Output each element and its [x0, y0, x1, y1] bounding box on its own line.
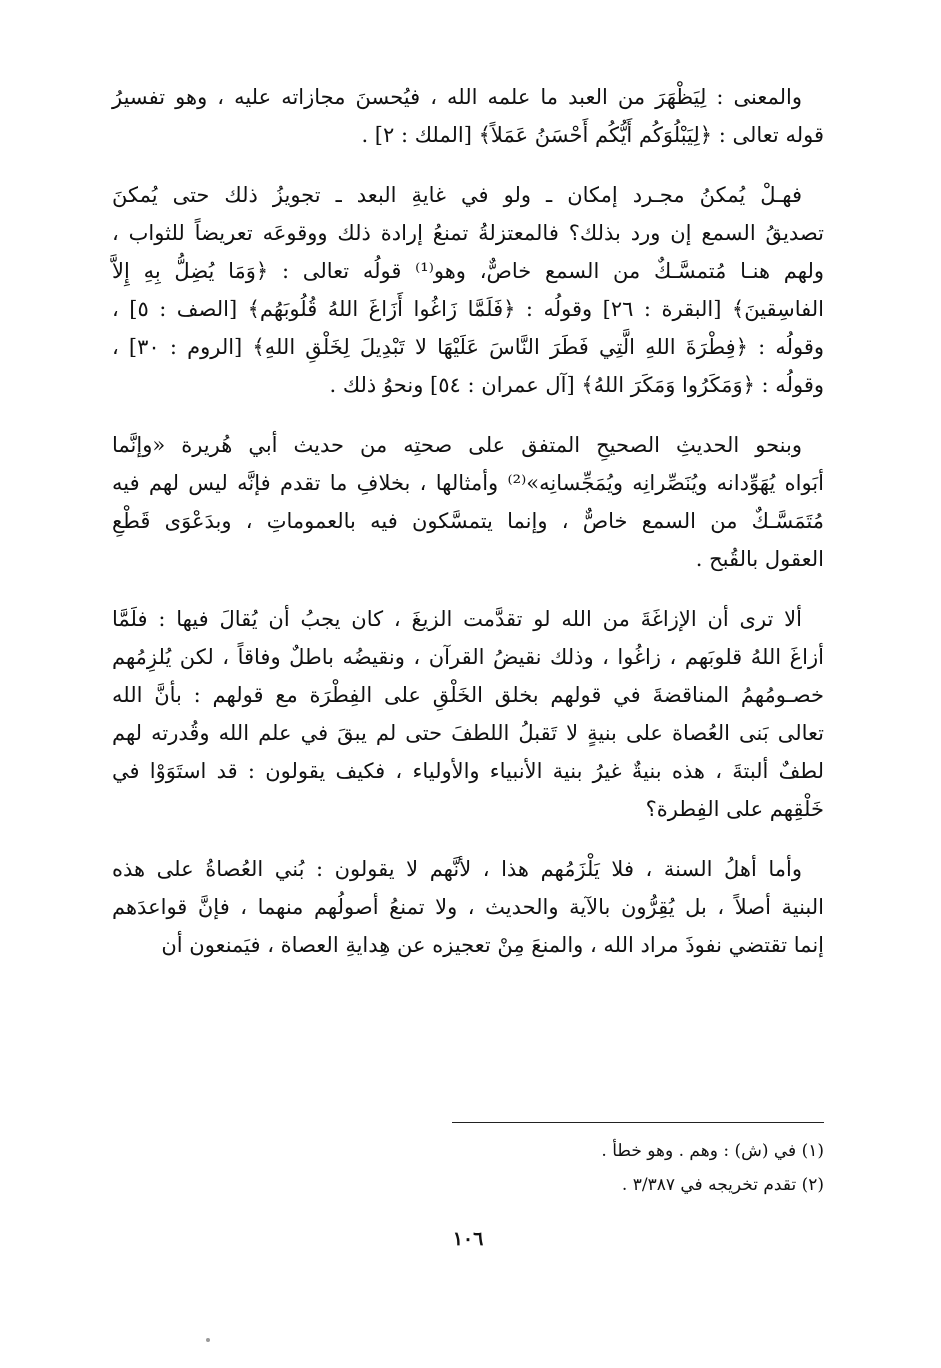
text-line	[112, 290, 824, 328]
text-line	[112, 790, 824, 828]
paragraph	[112, 850, 824, 964]
line-text: فهـلْ يُمكنُ مجـرد إمكان ـ ولو في غايةِ البعد ـ تجويزُ ذلك حتى يُمكنَ	[112, 183, 802, 207]
line-text: تعالى بَنى العُصاة على بنيةٍ لا تَقبلُ اللطفَ حتى لم يبقَ في علم الله وقُدرته لهم	[112, 721, 824, 745]
footnote-1: (١) في (ش) : وهم . وهو خطأ .	[601, 1141, 824, 1161]
text-line	[112, 328, 824, 366]
text-line	[112, 638, 824, 676]
text-line	[112, 540, 824, 578]
line-text: لطفٌ ألبتةَ ، هذه بنيةٌ غيرُ بنية الأنبياء والأولياء ، فكيف يقولون : قد استَوَوْا في	[112, 759, 824, 783]
line-text: قوله تعالى : ﴿لِيَبْلُوَكُم أَيُّكُم أَحْسَنُ عَمَلاً﴾ [الملك : ٢] .	[361, 123, 824, 147]
line-text: مُتَمَسَّـكٌ من السمع خاصٌّ ، وإنما يتمسَّكون فيه بالعموماتِ ، وبدَعْوَى قَطْعِ	[112, 509, 824, 533]
line-text: إنما تقتضي نفوذَ مراد الله ، والمنعَ مِنْ تعجيزه عن هِدايةِ العصاة ، فيَمنعون أن	[161, 933, 824, 957]
paragraph	[112, 426, 824, 578]
text-line	[112, 116, 824, 154]
line-text: خَلْقِهم على الفِطرة؟	[645, 797, 824, 821]
footnote-separator	[452, 1122, 824, 1123]
text-line	[112, 214, 824, 252]
line-text: وبنحو الحديثِ الصحيحِ المتفق على صحتِه من حديث أبي هُريرة «وإنَّما	[112, 433, 802, 457]
text-line	[112, 714, 824, 752]
line-text: وقولُه : ﴿وَمَكَرُوا وَمَكَرَ اللهُ﴾ [آل عمران : ٥٤] ونحوُ ذلك .	[329, 373, 824, 397]
text-line	[112, 752, 824, 790]
text-line	[112, 850, 824, 888]
line-text: الفاسِقينَ﴾ [البقرة : ٢٦] وقولُه : ﴿فَلَمَّا زَاغُوا أَزَاغَ اللهُ قُلُوبَهُم﴾ [الصف : ٥] ،	[112, 297, 824, 321]
line-text: وقولُه : ﴿فِطْرَةَ اللهِ الَّتِي فَطَرَ النَّاسَ عَلَيْهَا لا تَبْدِيلَ لِخَلْقِ اللهِ﴾ [الروم : ٣٠] ،	[112, 335, 824, 359]
line-text: ألا ترى أن الإزاغَةَ من الله لو تقدَّمت الزيغَ ، كان يجبُ أن يُقالَ فيها : فلَمَّا	[112, 607, 802, 631]
text-line	[112, 366, 824, 404]
text-line	[112, 926, 824, 964]
text-line	[112, 600, 824, 638]
paragraph	[112, 176, 824, 404]
text-line	[112, 176, 824, 214]
text-line	[112, 426, 824, 464]
text-line	[112, 78, 824, 116]
text-line	[112, 464, 824, 502]
line-text: العقول بالقُبح .	[695, 547, 824, 571]
text-line	[112, 252, 824, 290]
line-text: وأما أهلُ السنة ، فلا يَلْزَمُهم هذا ، لأنَّهم لا يقولون : بُني العُصاةُ على هذه	[112, 857, 802, 881]
book-page	[112, 78, 824, 1348]
scan-speck	[206, 1338, 210, 1342]
line-text: البنية أصلاً ، بل يُقِرُّون بالآية والحديث ، ولا تمنعُ أصولُهم منهما ، فإنَّ قواعدَهم	[112, 895, 824, 919]
text-line	[112, 676, 824, 714]
footnotes	[112, 1134, 824, 1202]
line-text: ولهم هنـا مُتمسَّـكٌ من السمع خاصٌّ، وهو⁽¹⁾ قولُه تعالى : ﴿وَمَا يُضِلُّ بِهِ إِلاَّ	[112, 259, 824, 283]
line-text: أزاغَ اللهُ قلوبَهم ، زاغُوا ، وذلك نقيضُ القرآن ، ونقيضُه باطلٌ وفاقاً ، لكن يُلزِمُهم	[112, 645, 824, 669]
footnote-2: (٢) تقدم تخريجه في ٣/٣٨٧ .	[621, 1175, 824, 1195]
line-text: تصديقُ السمع إن ورد بذلك؟ فالمعتزلةُ تمنعُ إرادة ذلك ووقوعَه تعريضاً للثواب ،	[112, 221, 824, 245]
line-text: والمعنى : لِيَظْهَرَ من العبد ما علمه الله ، فيُحسنَ مجازاته عليه ، وهو تفسيرُ	[112, 85, 802, 109]
text-line	[112, 888, 824, 926]
text-line	[112, 502, 824, 540]
main-text	[112, 78, 824, 964]
page-number: ١٠٦	[452, 1228, 484, 1250]
line-text: خصـومُهمُ المناقضةَ في قولهم بخلق الخَلْقِ على الفِطْرَة مع قولهم : بأنَّ الله	[112, 683, 824, 707]
line-text: أبَواه يُهَوِّدانه ويُنَصِّرانِه ويُمَجِّسانِه»⁽²⁾ وأمثالها ، بخلافِ ما تقدم فإنَّه ليس لهم فيه	[112, 471, 824, 495]
paragraph	[112, 78, 824, 154]
paragraph	[112, 600, 824, 828]
